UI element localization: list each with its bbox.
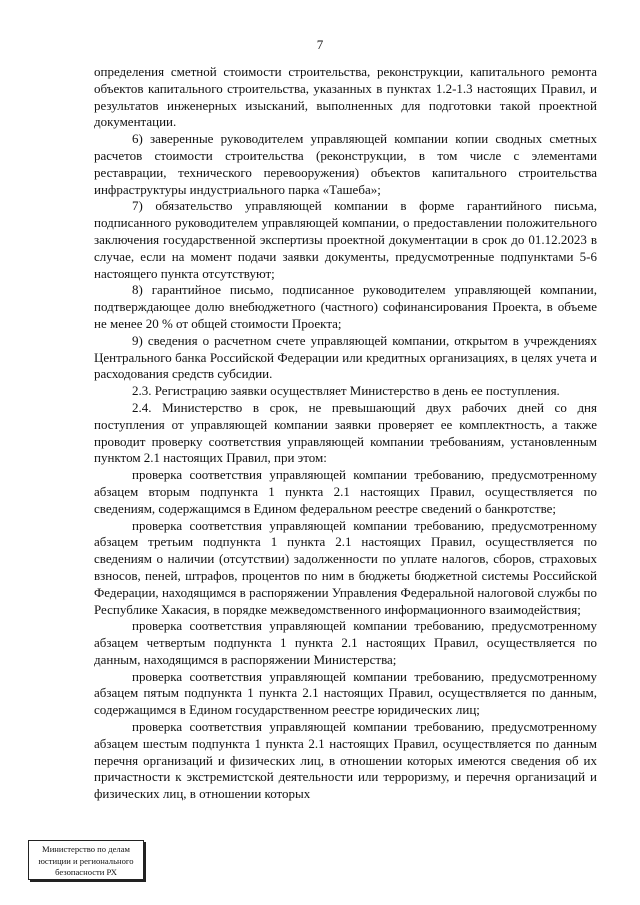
document-body — [94, 64, 597, 803]
paragraph: проверка соответствия управляющей компании требованию, предусмотренному абзацем вторым подпункта 1 пункта 2.1 настоящих Правил, осуществляется по сведениям, содержащимся в Едином федеральном реестре сведений о банкротстве; — [94, 467, 597, 516]
paragraph: 2.3. Регистрацию заявки осуществляет Министерство в день ее поступления. — [132, 383, 560, 399]
paragraph: проверка соответствия управляющей компании требованию, предусмотренному абзацем пятым подпункта 1 пункта 2.1 настоящих Правил, осуществляется по данным, содержащимся в Едином государственном реестре юридических лиц; — [94, 668, 597, 718]
paragraph: 7) обязательство управляющей компании в форме гарантийного письма, подписанного руководителем управляющей компании, о предоставлении положительного заключения государственной экспертизы проектной документации в срок до 01.12.2023 в случае, если на момент подачи заявки документы, предусмотренные подпунктами 5-6 настоящего пункта отсутствуют; — [94, 198, 597, 281]
paragraph: проверка соответствия управляющей компании требованию, предусмотренному абзацем третьим подпункта 1 пункта 2.1 настоящих Правил, осуществляется по сведениям о наличии (отсутствии) задолженности по уплате налогов, сборов, страховых взносов, пеней, штрафов, процентов по ним в бюджеты бюджетной системы Российской Федерации, находящимся в распоряжении Управления Федеральной налоговой службы по Республике Хакасия, в порядке межведомственного информационного взаимодействия; — [94, 517, 597, 617]
stamp-line: юстиции и регионального — [38, 855, 134, 866]
paragraph: 9) сведения о расчетном счете управляющей компании, открытом в учреждениях Центрального банка Российской Федерации или кредитных организациях, в целях учета и расходования средств субсидии. — [94, 332, 597, 382]
paragraph: 6) заверенные руководителем управляющей компании копии сводных сметных расчетов стоимости строительства (реконструкции, в том числе с элементами реставрации, технического перевооружения) объектов капитального строительства инфраструктуры индустриального парка «Ташеба»; — [94, 131, 597, 197]
stamp-line: Министерство по делам — [42, 844, 130, 854]
ministry-stamp — [28, 840, 144, 880]
paragraph: 8) гарантийное письмо, подписанное руководителем управляющей компании, подтверждающее долю внебюджетного (частного) софинансирования Проекта, в объеме не менее 20 % от общей стоимости Проекта; — [94, 282, 597, 331]
paragraph: 2.4. Министерство в срок, не превышающий двух рабочих дней со дня поступления от управляющей компании заявки проверяет ее комплектность, а также проводит проверку соответствия управляющей компании требованиям, установленным пунктом 2.1 настоящих Правил, при этом: — [94, 399, 597, 466]
page-number: 7 — [316, 37, 324, 52]
paragraph: проверка соответствия управляющей компании требованию, предусмотренному абзацем шестым подпункта 1 пункта 2.1 настоящих Правил, осуществляется по данным перечня организаций и физических лиц, в отношении которых имеются сведения об их причастности к экстремистской деятельности или терроризму, и перечня организаций и физических лиц, в отношении которых — [94, 719, 597, 802]
paragraph: определения сметной стоимости строительства, реконструкции, капитального ремонта объектов капитального строительства, указанных в пунктах 1.2-1.3 настоящих Правил, и результатов инженерных изысканий, выполненных для подготовки такой проектной документации. — [94, 64, 597, 130]
stamp-line: безопасности РХ — [55, 867, 117, 877]
paragraph: проверка соответствия управляющей компании требованию, предусмотренному абзацем четвертым подпункта 1 пункта 2.1 настоящих Правил, осуществляется по данным, находящимся в распоряжении Министерства; — [94, 618, 597, 667]
